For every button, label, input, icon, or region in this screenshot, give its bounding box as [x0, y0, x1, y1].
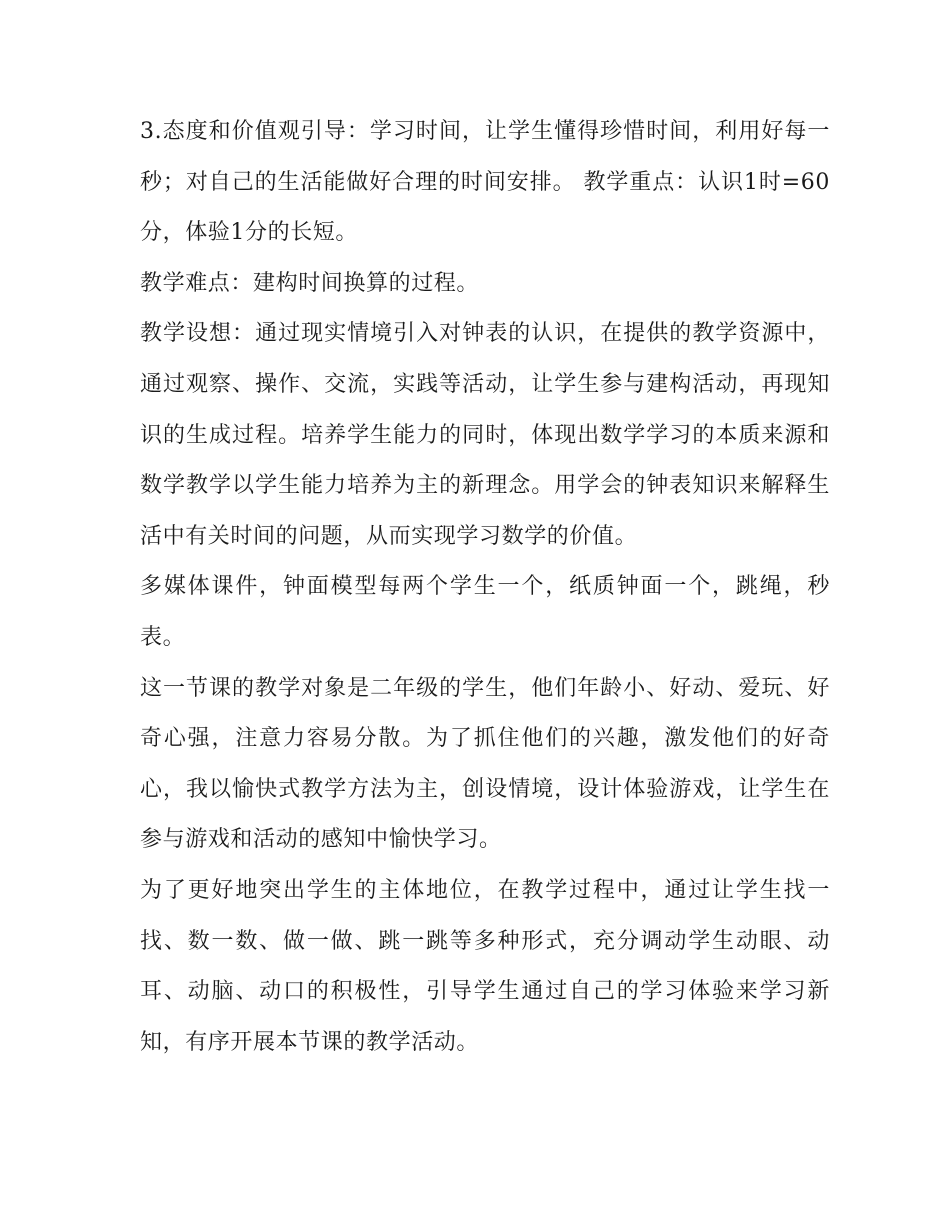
paragraph-teaching-materials: 多媒体课件，钟面模型每两个学生一个，纸质钟面一个，跳绳，秒表。 — [140, 574, 830, 650]
paragraph-teaching-method: 为了更好地突出学生的主体地位，在教学过程中，通过让学生找一找、数一数、做一做、跳一跳等多种形式，充分调动学生动眼、动耳、动脑、动口的积极性，引导学生通过自己的学习体验来学习新知，有序开展本节课的教学活动。 — [140, 877, 830, 1055]
paragraph-teaching-concept: 教学设想：通过现实情境引入对钟表的认识，在提供的教学资源中，通过观察、操作、交流，实践等活动，让学生参与建构活动，再现知识的生成过程。培养学生能力的同时，体现出数学学习的本质来源和数学教学以学生能力培养为主的新理念。用学会的钟表知识来解释生活中有关时间的问题，从而实现学习数学的价值。 — [140, 321, 830, 549]
paragraph-teaching-difficulty: 教学难点：建构时间换算的过程。 — [140, 270, 480, 296]
document-body — [140, 107, 830, 1068]
paragraph-student-analysis: 这一节课的教学对象是二年级的学生，他们年龄小、好动、爱玩、好奇心强，注意力容易分散。为了抓住他们的兴趣，激发他们的好奇心，我以愉快式教学方法为主，创设情境，设计体验游戏，让学生在参与游戏和活动的感知中愉快学习。 — [140, 675, 830, 853]
paragraph-attitude-values-and-key-points: 3.态度和价值观引导：学习时间，让学生懂得珍惜时间，利用好每一秒；对自己的生活能做好合理的时间安排。 教学重点：认识1时=60分，体验1分的长短。 — [140, 119, 830, 246]
